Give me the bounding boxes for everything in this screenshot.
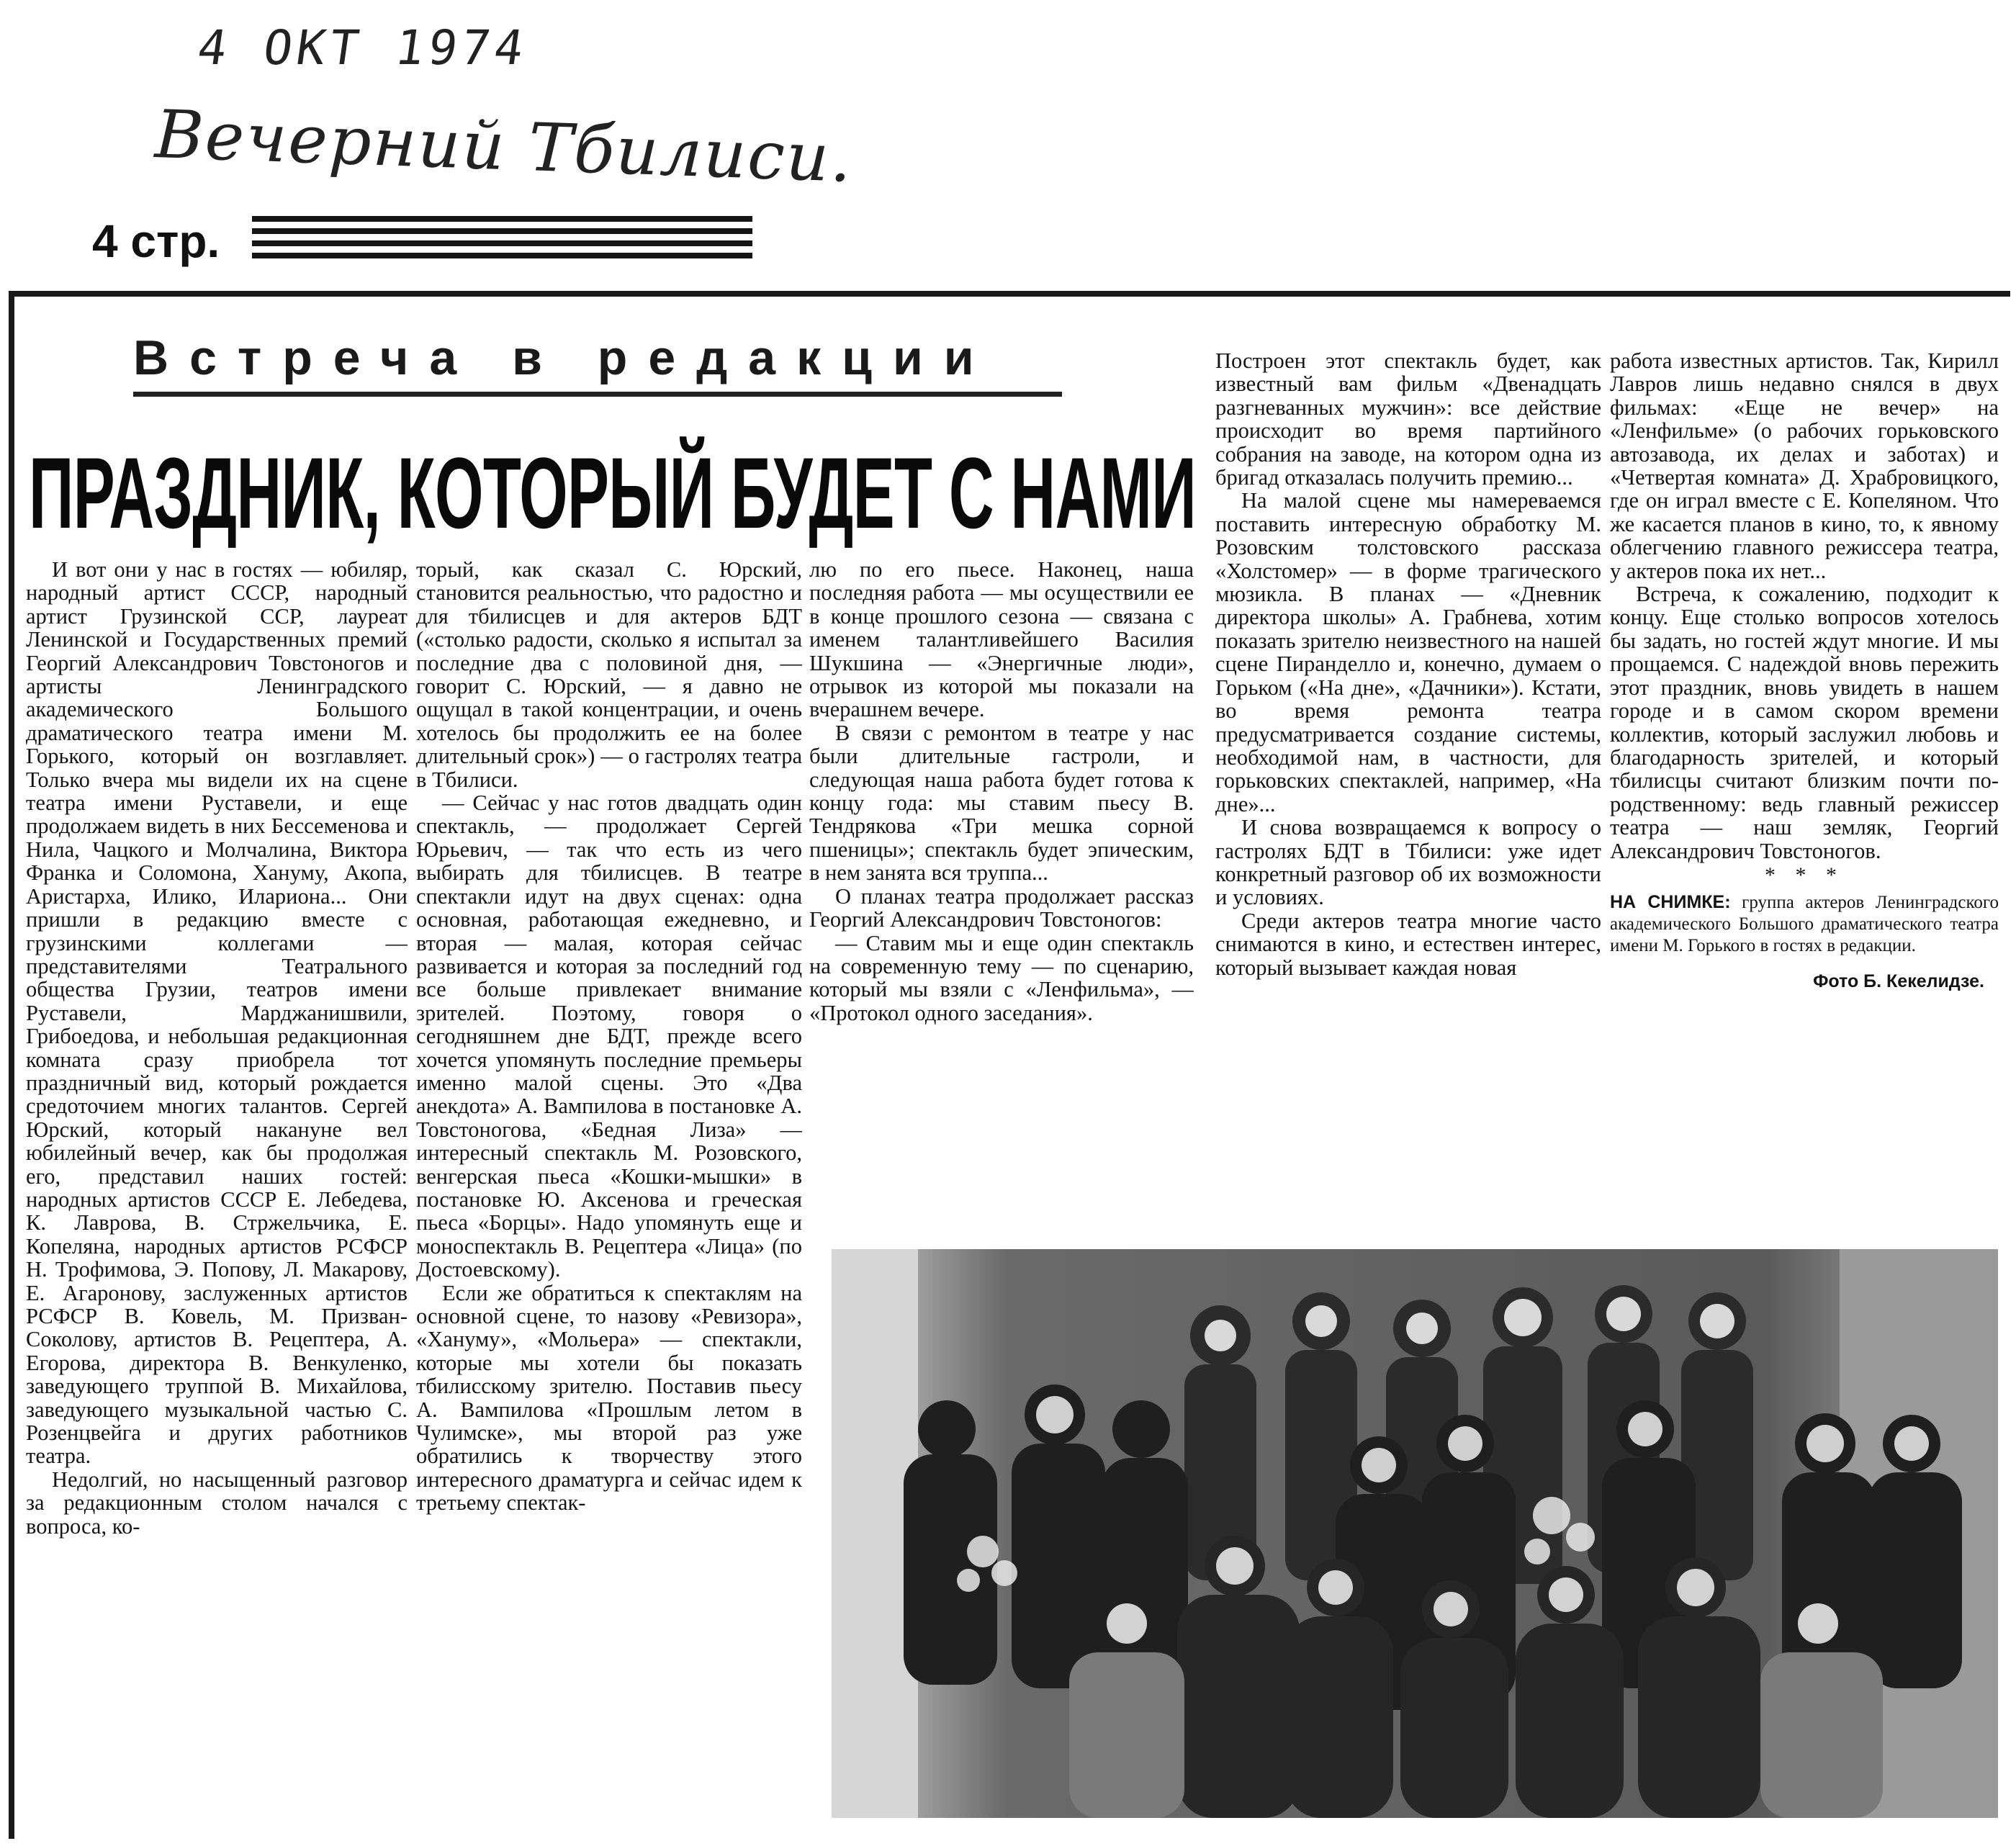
- paragraph: — Ставим мы и еще один спектакль на современную тему — по сценарию, который мы взяли с «Ленфильма», — «Протокол одного заседания».: [809, 930, 1194, 1025]
- caption-label: НА СНИМКЕ:: [1610, 892, 1731, 913]
- paragraph: торый, как сказал С. Юрский, становится реальностью, что радостно и для тбилисцев и для актеров БДТ («столько радости, сколько я испытал за последние два с половиной дня, — говорит С. Юрский, — я давно не ощущал в такой концентрации, и очень хотелось бы продолжить ее на более длительный срок») — о гастролях театра в Тбилиси.: [416, 558, 802, 792]
- article-column-5: [1610, 349, 1999, 1199]
- paragraph: Среди актеров театра многие часто снимаются в кино, и естествен интерес, который вызывает каждая новая: [1215, 908, 1601, 980]
- photo-credit: Фото Б. Кекелидзе.: [1813, 971, 1984, 992]
- paragraph: Построен этот спектакль будет, как известный вам фильм «Двенадцать разгневанных мужчин»: все действие происходит во время партийного собрания на заводе, на котором одна из бригад отказалась получить премию...: [1215, 349, 1601, 490]
- article-column-2: [416, 558, 802, 1811]
- archive-date-stamp: 4 ОКТ 1974: [194, 20, 531, 76]
- clipping-top-border: [9, 291, 2010, 297]
- paragraph: На малой сцене мы намереваемся поставить интересную обработку М. Розовским толстовского рассказа «Холстомер» — в форме трагического мюзикла. В планах — «Дневник директора школы» А. Грабнева, хотим показать зрителю неизвестного на нашей сцене Пиранделло и, конечно, думаем о Горьком («На дне», «Дачники»). Кстати, во время ремонта театра предусматривается создание системы, необходимой нам, в частности, для горьковских спектаклей, например, «На дне»...: [1215, 488, 1601, 816]
- caption-text: группа актеров Ленинградского академического Большого драматического театра имени М. Горького в гостях в редакции.: [1610, 893, 1999, 956]
- page-number: 4 стр.: [92, 215, 220, 267]
- paragraph: — Сейчас у нас готов двадцать один спектакль, — продолжает Сергей Юрьевич, — так что есть из чего выбирать для тбилисцев. В театре спектакли идут на двух сценах: одна основная, работающая ежедневно, и вторая — малая, которая сейчас развивается и которая за последний год все больше привлекает внимание зрителей. Поэтому, говоря о сегодняшнем дне БДТ, прежде всего хочется упомянуть последние премьеры именно малой сцены. Это «Два анекдота» А. Вампилова в постановке А. Товстоногова, «Бедная Лиза» — интересный спектакль М. Розовского, венгерская пьеса «Кошки-мышки» в постановке Ю. Аксенова и греческая пьеса «Борцы». Надо упомянуть еще и моноспектакль В. Рецептера «Лица» (по Достоевскому).: [416, 791, 802, 1282]
- article-column-4: [1215, 349, 1601, 1213]
- paragraph: Встреча, к сожалению, подходит к концу. Еще столько вопросов хотелось бы задать, но гостей ждут многие. И мы прощаемся. С надеждой вновь пережить этот праздник, вновь увидеть в нашем городе и в самом скором времени коллектив, который заслужил любовь и благодарность зрителей, и который тбилисцы считают близким почти по-родственному: ведь главный режиссер театра — наш земляк, Георгий Александрович Товстоногов.: [1610, 582, 1999, 863]
- group-photo: [832, 1249, 1998, 1818]
- paragraph: Недолгий, но насыщенный разговор за редакционным столом начался с вопроса, ко-: [26, 1467, 408, 1539]
- rubric-title: Встреча в редакции: [133, 330, 995, 385]
- paragraph: В связи с ремонтом в театре у нас были длительные гастроли, и следующая наша работа будет готова к концу года: мы ставим пьесу В. Тендрякова «Три мешка сорной пшеницы»; спектакль будет эпическим, в нем занята вся труппа...: [809, 720, 1194, 886]
- photo-caption: [1610, 891, 1999, 957]
- paragraph: Если же обратиться к спектаклям на основной сцене, то назову «Ревизора», «Хануму», «Мольера» — спектакли, которые мы хотели бы показать тбилисскому зрителю. Поставив пьесу А. Вампилова «Прошлым летом в Чулимске», мы второй раз уже обратились к творчеству этого интересного драматурга и сейчас идем к третьему спектак-: [416, 1280, 802, 1516]
- article-headline: ПРАЗДНИК, КОТОРЫЙ БУДЕТ С НАМИ: [29, 436, 1197, 549]
- paragraph: работа известных артистов. Так, Кирилл Лавров лишь недавно снялся в двух фильмах: «Еще не вечер» на «Ленфильме» (о рабочих горьковского автозавода, их делах и заботах) и «Четвертая комната» Д. Храбровицкого, где он играл вместе с Е. Копеляном. Что же касается планов в кино, то, к явному облегчению главного режиссера театра, у актеров пока их нет...: [1610, 349, 1999, 583]
- page-header-rule: [252, 216, 752, 261]
- paragraph: О планах театра продолжает рассказ Георгий Александрович Товстоногов:: [809, 883, 1194, 932]
- article-column-1: [26, 558, 408, 1811]
- clipping-left-border: [9, 291, 14, 1839]
- paragraph: лю по его пьесе. Наконец, наша последняя работа — мы осуществили ее в конце прошлого сезона — связана с именем талантливейшего Василия Шукшина — «Энергичные люди», отрывок из которой мы показали на вчерашнем вечере.: [809, 558, 1194, 722]
- section-separator: * * *: [1765, 863, 1844, 887]
- paragraph: И вот они у нас в гостях — юбиляр, народный артист СССР, народный артист Грузинской ССР, лауреат Ленинской и Государственных премий Георгий Александрович Товстоногов и артисты Ленинградского академического Большого драматического театра имени М. Горького, который он возглавляет. Только вчера мы видели их на сцене театра имени Руставели, и еще продолжаем видеть в них Бессеменова и Нила, Чацкого и Молчалина, Виктора Франка и Соломона, Хануму, Акопа, Аристарха, Илико, Илариона... Они пришли в редакцию вместе с грузинскими коллегами — представителями Театрального общества Грузии, театров имени Руставели, Марджанишвили, Грибоедова, и небольшая редакционная комната сразу приобрела тот праздничный вид, который рождается средоточием многих талантов. Сергей Юрский, который накануне вел юбилейный вечер, как бы продолжая его, представил наших гостей: народных артистов СССР Е. Лебедева, К. Лаврова, В. Стржельчика, Е. Копеляна, народных артистов РСФСР Н. Трофимова, Э. Попову, Л. Макарову, Е. Агаронову, заслуженных артистов РСФСР В. Ковель, М. Призван-Соколову, артистов В. Рецептера, А. Егорова, директора В. Венкуленко, заведующего труппой В. Михайлова, заведующего музыкальной частью С. Розенцвейга и других работников театра.: [26, 558, 408, 1469]
- article-column-3: [809, 558, 1194, 1206]
- group-photo-icon: [832, 1249, 1998, 1818]
- paragraph: И снова возвращаемся к вопросу о гастролях БДТ в Тбилиси: уже идет конкретный разговор об их возможности и условиях.: [1215, 815, 1601, 910]
- source-handwritten-note: Вечерний Тбилиси.: [153, 96, 855, 197]
- rubric-underline: [133, 392, 1062, 397]
